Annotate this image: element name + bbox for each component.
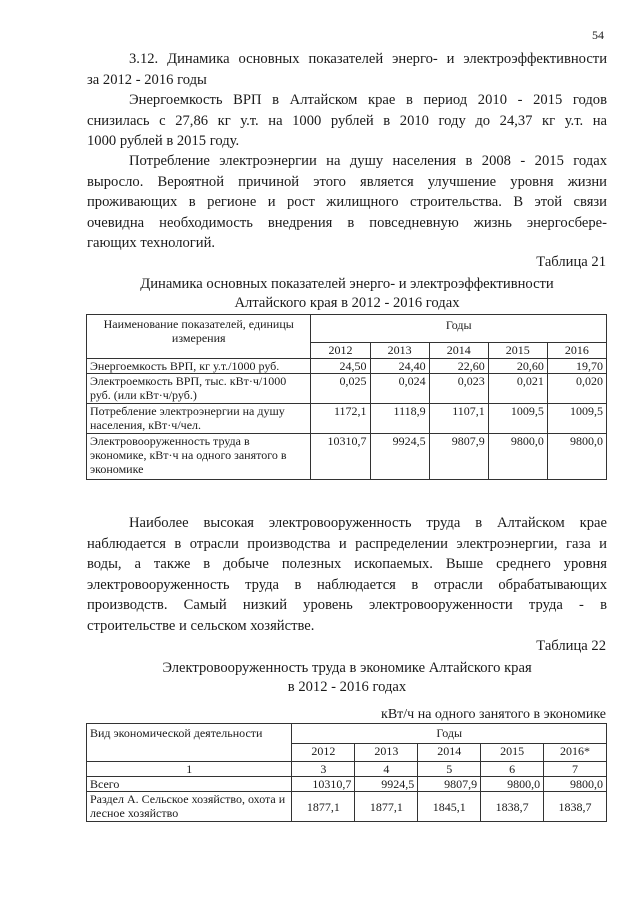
table22-row-name: Раздел А. Сельское хозяйство, охота и лесное хозяйство xyxy=(87,792,292,822)
table22-cell: 9807,9 xyxy=(418,777,481,792)
table22-year: 2016* xyxy=(544,744,607,762)
text-line: 1000 рублей в 2015 году. xyxy=(87,133,240,149)
paragraph-energy-intensity xyxy=(87,90,607,152)
table22-cell: 1838,7 xyxy=(544,792,607,822)
table21-cell: 0,024 xyxy=(370,374,429,404)
table22-cell: 1838,7 xyxy=(481,792,544,822)
table22-cell: 9924,5 xyxy=(355,777,418,792)
table21-cell: 22,60 xyxy=(429,359,488,374)
table-row xyxy=(87,404,607,434)
table21-cell: 24,50 xyxy=(311,359,370,374)
table21-year: 2013 xyxy=(370,343,429,359)
table22-header-years: Годы xyxy=(292,724,607,744)
table21-year: 2012 xyxy=(311,343,370,359)
table21-title xyxy=(87,275,607,313)
table21-cell: 10310,7 xyxy=(311,434,370,480)
table21-cell: 1009,5 xyxy=(488,404,547,434)
table21-cell: 9924,5 xyxy=(370,434,429,480)
table22-cell: 9800,0 xyxy=(544,777,607,792)
table21-cell: 9800,0 xyxy=(488,434,547,480)
table22-title-line: Электровооруженность труда в экономике Алтайского края xyxy=(162,660,532,676)
table-row xyxy=(87,374,607,404)
table22-cell: 1845,1 xyxy=(418,792,481,822)
table21-row-name: Электроемкость ВРП, тыс. кВт·ч/1000 руб. (или кВт·ч/руб.) xyxy=(87,374,311,404)
table21-row-name: Энергоемкость ВРП, кг у.т./1000 руб. xyxy=(87,359,311,374)
table22-year: 2012 xyxy=(292,744,355,762)
table21-cell: 24,40 xyxy=(370,359,429,374)
text-line: Наиболее высокая электровооруженность труда в Алтайском крае xyxy=(129,515,607,531)
table22-label: Таблица 22 xyxy=(536,638,606,654)
table21-cell: 1107,1 xyxy=(429,404,488,434)
table21-cell: 0,025 xyxy=(311,374,370,404)
table21-cell: 1118,9 xyxy=(370,404,429,434)
table21-cell: 1009,5 xyxy=(547,404,606,434)
page-number: 54 xyxy=(592,28,604,42)
table21-cell: 9807,9 xyxy=(429,434,488,480)
table-row xyxy=(87,434,607,480)
text-line: производств. Самый низкий уровень электровооруженности труда - в xyxy=(87,597,607,613)
table-row xyxy=(87,359,607,374)
table21-cell: 9800,0 xyxy=(547,434,606,480)
text-line: электровооруженность труда в наблюдается в отрасли обрабатывающих xyxy=(87,576,607,593)
text-line: воды, а также в добыче полезных ископаемых. Выше среднего уровня xyxy=(87,556,607,572)
table21-cell: 0,023 xyxy=(429,374,488,404)
table-row xyxy=(87,777,607,792)
table21-title-line: Алтайского края в 2012 - 2016 годах xyxy=(234,295,460,311)
table22 xyxy=(86,723,607,822)
table22-title-line: в 2012 - 2016 годах xyxy=(287,679,407,695)
table21-cell: 20,60 xyxy=(488,359,547,374)
table21-year: 2015 xyxy=(488,343,547,359)
text-line: очевидна необходимость внедрения в повседневную жизнь энергосбере- xyxy=(87,214,607,231)
table21-row-name: Потребление электроэнергии на душу населения, кВт·ч/чел. xyxy=(87,404,311,434)
text-line: гающих технологий. xyxy=(87,235,216,251)
table22-column-numbers xyxy=(87,762,607,777)
paragraph-consumption xyxy=(87,151,607,254)
table21-cell: 19,70 xyxy=(547,359,606,374)
text-line: выросло. Вероятной причиной этого является улучшение уровня жизни xyxy=(87,173,607,190)
table22-col-number: 7 xyxy=(544,762,607,777)
table21 xyxy=(86,314,607,480)
table21-header-years: Годы xyxy=(311,315,607,343)
table21-label: Таблица 21 xyxy=(536,254,606,270)
table22-year: 2014 xyxy=(418,744,481,762)
table22-unit: кВт/ч на одного занятого в экономике xyxy=(381,707,606,722)
table22-col-number: 6 xyxy=(481,762,544,777)
table21-year: 2014 xyxy=(429,343,488,359)
table22-title xyxy=(87,659,607,697)
text-line: снизилась с 27,86 кг у.т. на 1000 рублей в 2010 году до 24,37 кг у.т. на xyxy=(87,112,607,129)
text-line: строительстве и сельском хозяйстве. xyxy=(87,617,315,634)
table22-header-activity: Вид экономической деятельности xyxy=(87,724,292,762)
table22-cell: 1877,1 xyxy=(355,792,418,822)
text-line: проживающих в регионе и рост жилищного строительства. В этой связи xyxy=(87,194,607,210)
table22-cell: 10310,7 xyxy=(292,777,355,792)
text-line: Энергоемкость ВРП в Алтайском крае в период 2010 - 2015 годов xyxy=(129,92,607,108)
text-line: Потребление электроэнергии на душу населения в 2008 - 2015 годах xyxy=(129,153,607,169)
table21-cell: 0,021 xyxy=(488,374,547,404)
table-row xyxy=(87,792,607,822)
table22-year: 2013 xyxy=(355,744,418,762)
table21-header-name: Наименование показателей, единицы измерения xyxy=(87,315,311,359)
table22-year: 2015 xyxy=(481,744,544,762)
table21-row-name: Электровооруженность труда в экономике, кВт·ч на одного занятого в экономике xyxy=(87,434,311,480)
table22-row-name: Всего xyxy=(87,777,292,792)
table21-cell: 0,020 xyxy=(547,374,606,404)
heading-line: за 2012 - 2016 годы xyxy=(87,71,207,88)
table22-col-number: 1 xyxy=(87,762,292,777)
table22-col-number: 3 xyxy=(292,762,355,777)
text-line: наблюдается в отрасли производства и распределении электроэнергии, газа и xyxy=(87,535,607,552)
table21-year: 2016 xyxy=(547,343,606,359)
paragraph-electrification xyxy=(87,513,607,636)
table22-col-number: 4 xyxy=(355,762,418,777)
table22-cell: 9800,0 xyxy=(481,777,544,792)
section-heading xyxy=(87,49,607,90)
table21-cell: 1172,1 xyxy=(311,404,370,434)
table22-col-number: 5 xyxy=(418,762,481,777)
heading-line: 3.12. Динамика основных показателей энерго- и электроэффективности xyxy=(129,51,607,67)
table21-title-line: Динамика основных показателей энерго- и электроэффективности xyxy=(140,276,554,292)
table22-cell: 1877,1 xyxy=(292,792,355,822)
